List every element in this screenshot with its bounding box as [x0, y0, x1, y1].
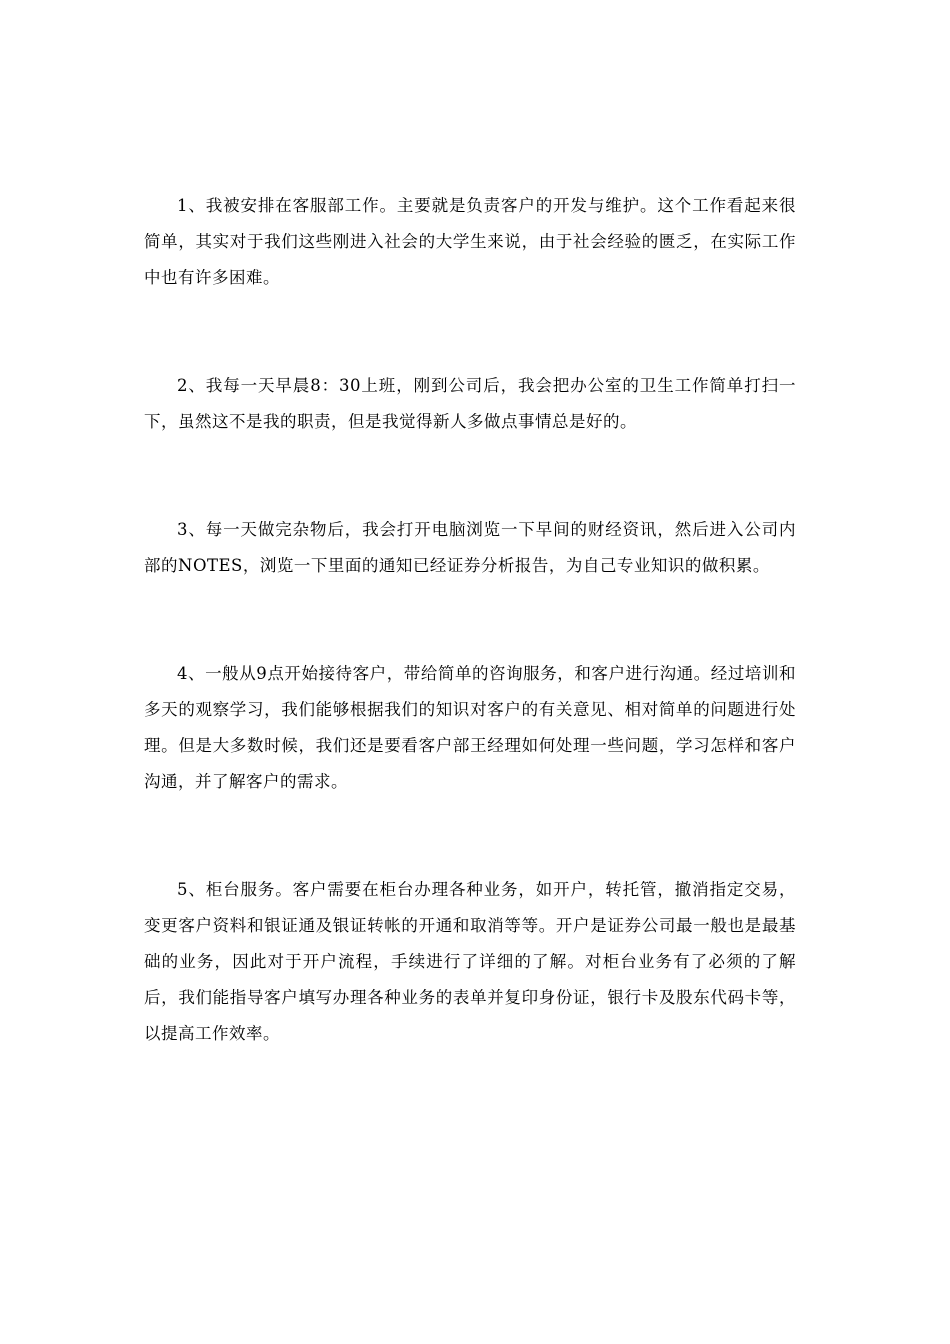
paragraph-5: 5、柜台服务。客户需要在柜台办理各种业务，如开户，转托管，撤消指定交易，变更客户资料和银证通及银证转帐的开通和取消等等。开户是证券公司最一般也是最基础的业务，因此对于开户流程，手续进行了详细的了解。对柜台业务有了必须的了解后，我们能指导客户填写办理各种业务的表单并复印身份证，银行卡及股东代码卡等，以提高工作效率。: [144, 880, 796, 1043]
paragraph-3: 3、每一天做完杂物后，我会打开电脑浏览一下早间的财经资讯，然后进入公司内部的NOTES，浏览一下里面的通知已经证券分析报告，为自己专业知识的做积累。: [144, 520, 796, 575]
paragraph-1: 1、我被安排在客服部工作。主要就是负责客户的开发与维护。这个工作看起来很简单，其实对于我们这些刚进入社会的大学生来说，由于社会经验的匮乏，在实际工作中也有许多困难。: [144, 196, 796, 287]
document-page: [144, 188, 796, 1052]
paragraph-4: 4、一般从9点开始接待客户，带给简单的咨询服务，和客户进行沟通。经过培训和多天的观察学习，我们能够根据我们的知识对客户的有关意见、相对简单的问题进行处理。但是大多数时候，我们还是要看客户部王经理如何处理一些问题，学习怎样和客户沟通，并了解客户的需求。: [144, 664, 796, 791]
paragraph-2: 2、我每一天早晨8：30上班，刚到公司后，我会把办公室的卫生工作简单打扫一下，虽然这不是我的职责，但是我觉得新人多做点事情总是好的。: [144, 376, 796, 431]
